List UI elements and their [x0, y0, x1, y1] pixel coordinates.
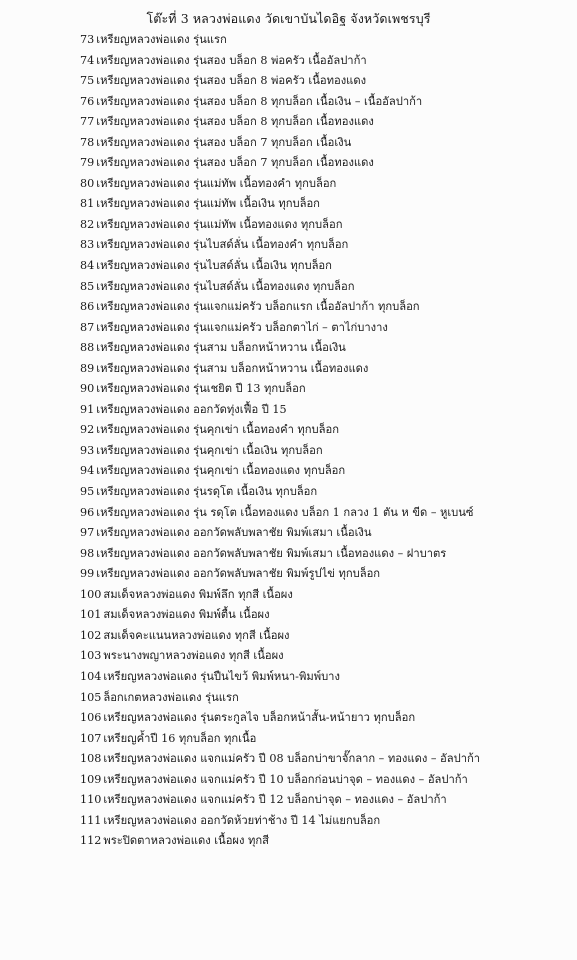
item-number: 105	[80, 690, 102, 704]
item-number: 107	[80, 731, 102, 745]
list-item	[80, 503, 480, 524]
item-number: 73	[80, 33, 95, 46]
item-number: 88	[80, 341, 95, 355]
list-item	[80, 831, 480, 852]
item-text: เหรียญหลวงพ่อแดง รุ่นสอง บล็อก 7 ทุกบล็อก เนื้อทองแดง	[96, 156, 374, 170]
item-number: 96	[80, 505, 95, 519]
item-number: 99	[80, 567, 95, 581]
list-item	[80, 749, 480, 770]
list-item	[80, 215, 480, 236]
list-item	[80, 729, 480, 750]
item-text: เหรียญหลวงพ่อแดง ออกวัดพลับพลาชัย พิมพ์รูปไข่ ทุกบล็อก	[96, 567, 381, 581]
item-number: 86	[80, 300, 95, 314]
item-number: 104	[80, 669, 102, 683]
list-item	[80, 400, 480, 421]
list-item	[80, 605, 480, 626]
item-number: 81	[80, 197, 95, 211]
list-item	[80, 544, 480, 565]
item-text: เหรียญหลวงพ่อแดง รุ่นสอง บล็อก 8 ทุกบล็อก เนื้อทองแดง	[96, 115, 374, 129]
item-text: เหรียญหลวงพ่อแดง รุ่นคุกเข่า เนื้อทองแดง ทุกบล็อก	[96, 464, 346, 478]
item-text: เหรียญหลวงพ่อแดง รุ่นเชยิต ปี 13 ทุกบล็อก	[96, 382, 306, 396]
item-number: 112	[80, 834, 102, 848]
item-text: เหรียญหลวงพ่อแดง รุ่นไบสด์ลั่น เนื้อทองแดง ทุกบล็อก	[96, 279, 355, 293]
item-number: 90	[80, 382, 95, 396]
list-item	[80, 646, 480, 667]
list-item	[80, 30, 480, 51]
list-item	[80, 708, 480, 729]
list-item	[80, 667, 480, 688]
item-text: เหรียญหลวงพ่อแดง รุ่นสอง บล็อก 7 ทุกบล็อก เนื้อเงิน	[96, 135, 352, 149]
item-number: 94	[80, 464, 95, 478]
item-number: 76	[80, 94, 95, 108]
item-number: 80	[80, 176, 95, 190]
item-text: ล็อกเกตหลวงพ่อแดง รุ่นแรก	[103, 690, 239, 704]
list-item	[80, 133, 480, 154]
item-number: 103	[80, 649, 102, 663]
item-number: 78	[80, 135, 95, 149]
item-number: 91	[80, 402, 95, 416]
list-item	[80, 71, 480, 92]
list-item	[80, 51, 480, 72]
list-item	[80, 318, 480, 339]
item-number: 79	[80, 156, 95, 170]
item-number: 84	[80, 259, 95, 273]
item-text: เหรียญหลวงพ่อแดง รุ่นสาม บล็อกหน้าหวาน เนื้อเงิน	[96, 341, 346, 355]
item-text: สมเด็จหลวงพ่อแดง พิมพ์ตื้น เนื้อผง	[103, 608, 270, 622]
amulet-list	[80, 30, 480, 852]
item-text: เหรียญหลวงพ่อแดง รุ่นแม่ทัพ เนื้อทองแดง ทุกบล็อก	[96, 217, 343, 231]
item-number: 77	[80, 115, 95, 129]
list-item	[80, 790, 480, 811]
item-text: เหรียญหลวงพ่อแดง รุ่นสอง บล็อก 8 ทุกบล็อก เนื้อเงิน – เนื้ออัลปาก้า	[96, 94, 423, 108]
item-text: พระปิดตาหลวงพ่อแดง เนื้อผง ทุกสี	[103, 834, 269, 848]
item-text: เหรียญหลวงพ่อแดง รุ่นรดุโต เนื้อเงิน ทุกบล็อก	[96, 485, 318, 499]
item-text: เหรียญหลวงพ่อแดง รุ่นสอง บล็อก 8 พ่อครัว เนื้ออัลปาก้า	[96, 53, 367, 67]
item-text: เหรียญหลวงพ่อแดง ออกวัดพลับพลาชัย พิมพ์เสมา เนื้อเงิน	[96, 526, 372, 540]
list-item	[80, 338, 480, 359]
item-number: 102	[80, 628, 102, 642]
list-item	[80, 112, 480, 133]
item-number: 110	[80, 793, 102, 807]
item-text: เหรียญหลวงพ่อแดง แจกแม่ครัว ปี 10 บล็อกก่อนบ่าจุด – ทองแดง – อัลปาก้า	[103, 772, 468, 786]
item-number: 108	[80, 752, 102, 766]
list-item	[80, 482, 480, 503]
list-item	[80, 379, 480, 400]
item-number: 75	[80, 74, 95, 88]
list-item	[80, 461, 480, 482]
list-item	[80, 626, 480, 647]
item-number: 109	[80, 772, 102, 786]
item-text: เหรียญหลวงพ่อแดง แจกแม่ครัว ปี 12 บล็อกบ่าจุด – ทองแดง – อัลปาก้า	[103, 793, 447, 807]
item-number: 111	[80, 813, 102, 827]
list-item	[80, 564, 480, 585]
item-text: เหรียญหลวงพ่อแดง ออกวัดห้วยท่าช้าง ปี 14 ไม่แยกบล็อก	[103, 813, 381, 827]
item-text: เหรียญหลวงพ่อแดง ออกวัดพลับพลาชัย พิมพ์เสมา เนื้อทองแดง – ฝาบาตร	[96, 546, 447, 560]
list-item	[80, 235, 480, 256]
item-number: 98	[80, 546, 95, 560]
item-number: 95	[80, 485, 95, 499]
list-item	[80, 811, 480, 832]
item-number: 101	[80, 608, 102, 622]
item-text: เหรียญหลวงพ่อแดง แจกแม่ครัว ปี 08 บล็อกบ่าขาจั๊กลาก – ทองแดง – อัลปาก้า	[103, 752, 481, 766]
item-text: เหรียญหลวงพ่อแดง รุ่นไบสด์ลั่น เนื้อเงิน ทุกบล็อก	[96, 259, 332, 273]
list-item	[80, 174, 480, 195]
list-item	[80, 256, 480, 277]
item-text: เหรียญหลวงพ่อแดง รุ่น รดุโต เนื้อทองแดง บล็อก 1 กลวง 1 ตัน ห ขีด – หูเบนซ์	[96, 505, 474, 519]
list-item	[80, 585, 480, 606]
item-text: พระนางพญาหลวงพ่อแดง ทุกสี เนื้อผง	[103, 649, 284, 663]
list-item	[80, 359, 480, 380]
item-text: เหรียญค้ำปี 16 ทุกบล็อก ทุกเนื้อ	[103, 731, 257, 745]
item-text: เหรียญหลวงพ่อแดง รุ่นสาม บล็อกหน้าหวาน เนื้อทองแดง	[96, 361, 369, 375]
list-item	[80, 297, 480, 318]
item-text: เหรียญหลวงพ่อแดง รุ่นตระกูลไจ บล็อกหน้าสั้น-หน้ายาว ทุกบล็อก	[103, 711, 416, 725]
item-text: เหรียญหลวงพ่อแดง รุ่นสอง บล็อก 8 พ่อครัว เนื้อทองแดง	[96, 74, 367, 88]
item-number: 83	[80, 238, 95, 252]
list-item	[80, 194, 480, 215]
item-number: 74	[80, 53, 95, 67]
item-text: สมเด็จหลวงพ่อแดง พิมพ์ลึก ทุกสี เนื้อผง	[103, 587, 293, 601]
list-item	[80, 420, 480, 441]
item-text: เหรียญหลวงพ่อแดง รุ่นแม่ทัพ เนื้อเงิน ทุกบล็อก	[96, 197, 320, 211]
item-text: เหรียญหลวงพ่อแดง รุ่นแจกแม่ครัว บล็อกแรก เนื้ออัลปาก้า ทุกบล็อก	[96, 300, 420, 314]
item-number: 82	[80, 217, 95, 231]
list-item	[80, 688, 480, 709]
item-text: เหรียญหลวงพ่อแดง รุ่นคุกเข่า เนื้อเงิน ทุกบล็อก	[96, 443, 323, 457]
list-item	[80, 153, 480, 174]
list-item	[80, 770, 480, 791]
list-item	[80, 523, 480, 544]
item-text: สมเด็จคะแนนหลวงพ่อแดง ทุกสี เนื้อผง	[103, 628, 290, 642]
item-text: เหรียญหลวงพ่อแดง ออกวัดทุ่งเฟื้อ ปี 15	[96, 402, 287, 416]
item-number: 85	[80, 279, 95, 293]
item-text: เหรียญหลวงพ่อแดง รุ่นแจกแม่ครัว บล็อกตาไก่ – ตาไก่บางาง	[96, 320, 388, 334]
item-number: 92	[80, 423, 95, 437]
list-item	[80, 277, 480, 298]
item-number: 100	[80, 587, 102, 601]
item-text: เหรียญหลวงพ่อแดง รุ่นไบสด์ลั่น เนื้อทองคำ ทุกบล็อก	[96, 238, 349, 252]
item-number: 93	[80, 443, 95, 457]
item-number: 97	[80, 526, 95, 540]
item-number: 89	[80, 361, 95, 375]
page-title: โต๊ะที่ 3 หลวงพ่อแดง วัดเขาบันไดอิฐ จังหวัดเพชรบุรี	[146, 11, 431, 26]
item-text: เหรียญหลวงพ่อแดง รุ่นแรก	[96, 33, 227, 46]
item-text: เหรียญหลวงพ่อแดง รุ่นแม่ทัพ เนื้อทองคำ ทุกบล็อก	[96, 176, 337, 190]
item-text: เหรียญหลวงพ่อแดง รุ่นคุกเข่า เนื้อทองคำ ทุกบล็อก	[96, 423, 339, 437]
item-text: เหรียญหลวงพ่อแดง รุ่นปืนไขว้ พิมพ์หนา-พิมพ์บาง	[103, 669, 340, 683]
list-item	[80, 92, 480, 113]
item-number: 87	[80, 320, 95, 334]
list-item	[80, 441, 480, 462]
item-number: 106	[80, 711, 102, 725]
